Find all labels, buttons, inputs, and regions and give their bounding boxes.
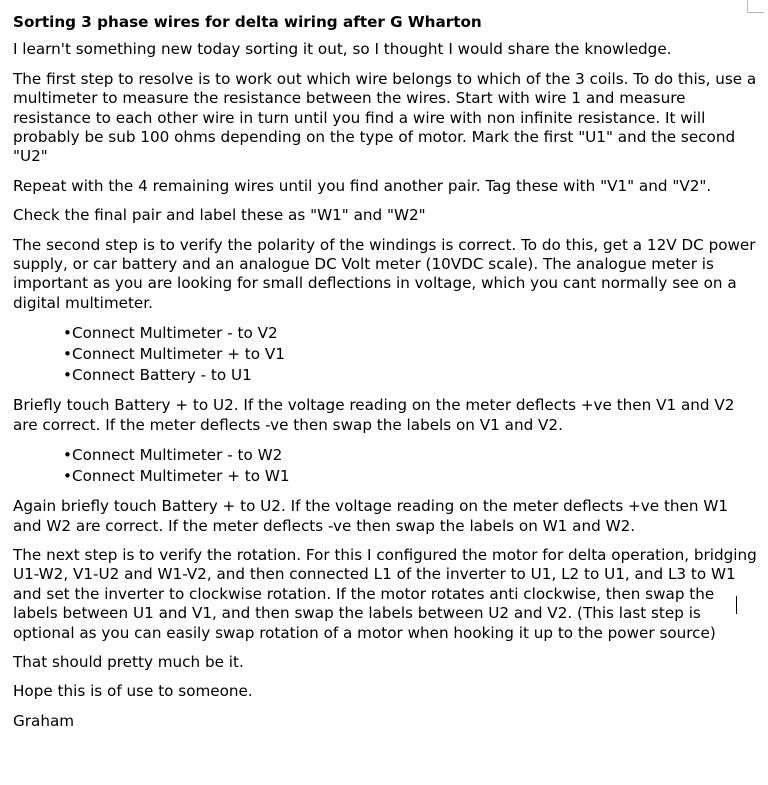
check-paragraph: Check the final pair and label these as "W1" and "W2" xyxy=(13,206,426,225)
list-item: •Connect Multimeter + to V1 xyxy=(63,345,285,364)
closing-paragraph: That should pretty much be it. xyxy=(13,652,244,671)
step2-paragraph: The second step is to verify the polarity of the windings is correct. To do this, get a 12V DC power supply, or car battery and an analogue DC Volt meter (10VDC scale). The analogue meter is important as you are looking for small deflections in voltage, which you cant normally see on a digital multimeter. xyxy=(13,235,756,312)
page-corner-marker xyxy=(747,0,764,13)
list-item: •Connect Multimeter - to W2 xyxy=(63,446,283,465)
connection-list-2 xyxy=(13,445,761,487)
rotation-paragraph: The next step is to verify the rotation. For this I configured the motor for delta operation, bridging U1-W2, V1-U2 and W1-V2, and then connected L1 of the inverter to U1, L2 to U1, and L3 to W1 and set the inverter to clockwise rotation. If the motor rotates anti clockwise, then swap the labels between U1 and V1, and then swap the labels between U2 and V2. (This last step is optional as you can easily swap rotation of a motor when hooking it up to the power source) xyxy=(13,545,757,642)
intro-paragraph: I learn't something new today sorting it out, so I thought I would share the knowledge. xyxy=(13,40,672,59)
list-item: •Connect Multimeter + to W1 xyxy=(63,467,290,486)
connection-list-1 xyxy=(13,323,761,386)
signature: Graham xyxy=(13,711,75,730)
touch2-paragraph: Again briefly touch Battery + to U2. If the voltage reading on the meter deflects +ve then W1 and W2 are correct. If the meter deflects -ve then swap the labels on W1 and W2. xyxy=(13,497,728,535)
document-title: Sorting 3 phase wires for delta wiring after G Wharton xyxy=(13,13,482,31)
repeat-paragraph: Repeat with the 4 remaining wires until you find another pair. Tag these with "V1" and "V2". xyxy=(13,176,712,195)
step1-paragraph: The first step to resolve is to work out which wire belongs to which of the 3 coils. To do this, use a multimeter to measure the resistance between the wires. Start with wire 1 and measure resistance to each other wire in turn until you find a wire with non infinite resistance. It will probably be sub 100 ohms depending on the type of motor. Mark the first "U1" and the second "U2" xyxy=(13,69,757,166)
document-body xyxy=(13,13,761,741)
list-item: •Connect Multimeter - to V2 xyxy=(63,324,278,343)
text-cursor xyxy=(736,596,737,614)
list-item: •Connect Battery - to U1 xyxy=(63,366,252,385)
hope-paragraph: Hope this is of use to someone. xyxy=(13,682,253,701)
touch1-paragraph: Briefly touch Battery + to U2. If the voltage reading on the meter deflects +ve then V1 and V2 are correct. If the meter deflects -ve then swap the labels on V1 and V2. xyxy=(13,396,735,434)
